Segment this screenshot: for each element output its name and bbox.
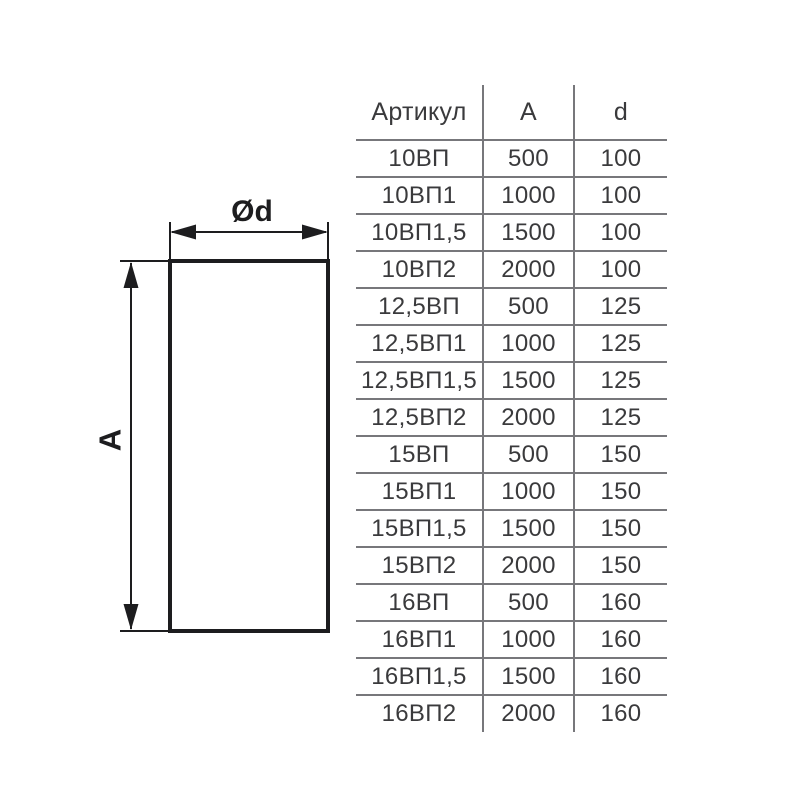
table-row [356, 547, 667, 584]
table-row [356, 399, 667, 436]
article-cell: 10ВП [356, 140, 483, 177]
table-row [356, 658, 667, 695]
article-cell: 16ВП [356, 584, 483, 621]
table-row [356, 584, 667, 621]
d-value-cell: 125 [574, 325, 667, 362]
article-cell: 12,5ВП2 [356, 399, 483, 436]
table-row [356, 436, 667, 473]
article-cell: 15ВП [356, 436, 483, 473]
spec-table [356, 85, 667, 732]
a-value-cell: 1000 [483, 325, 574, 362]
d-value-cell: 150 [574, 473, 667, 510]
product-body-rect [170, 261, 328, 631]
a-value-cell: 1500 [483, 510, 574, 547]
table-row [356, 214, 667, 251]
table-row [356, 510, 667, 547]
table-row [356, 695, 667, 732]
a-value-cell: 1500 [483, 362, 574, 399]
arrowhead-left-icon [170, 225, 196, 240]
a-value-cell: 1500 [483, 214, 574, 251]
table-row [356, 621, 667, 658]
arrowhead-down-icon [124, 604, 139, 630]
column-header-d: d [574, 85, 667, 140]
article-cell: 16ВП1 [356, 621, 483, 658]
column-header-a: A [483, 85, 574, 140]
a-value-cell: 500 [483, 584, 574, 621]
a-value-cell: 1000 [483, 177, 574, 214]
a-value-cell: 2000 [483, 251, 574, 288]
d-value-cell: 125 [574, 362, 667, 399]
article-cell: 10ВП1,5 [356, 214, 483, 251]
d-value-cell: 100 [574, 251, 667, 288]
a-value-cell: 500 [483, 436, 574, 473]
column-header-article: Артикул [356, 85, 483, 140]
a-value-cell: 2000 [483, 399, 574, 436]
table-row [356, 251, 667, 288]
a-value-cell: 1000 [483, 621, 574, 658]
table-row [356, 288, 667, 325]
table-header-row [356, 85, 667, 140]
d-value-cell: 125 [574, 288, 667, 325]
d-value-cell: 150 [574, 547, 667, 584]
table-row [356, 177, 667, 214]
a-value-cell: 500 [483, 288, 574, 325]
d-value-cell: 100 [574, 177, 667, 214]
article-cell: 15ВП1 [356, 473, 483, 510]
a-value-cell: 2000 [483, 695, 574, 732]
article-cell: 10ВП2 [356, 251, 483, 288]
d-value-cell: 100 [574, 214, 667, 251]
article-cell: 16ВП1,5 [356, 658, 483, 695]
d-value-cell: 160 [574, 658, 667, 695]
a-value-cell: 500 [483, 140, 574, 177]
article-cell: 12,5ВП1,5 [356, 362, 483, 399]
article-cell: 15ВП2 [356, 547, 483, 584]
a-value-cell: 2000 [483, 547, 574, 584]
table-row [356, 362, 667, 399]
length-label: A [92, 428, 128, 452]
d-value-cell: 160 [600, 700, 642, 727]
article-cell: 16ВП2 [381, 700, 457, 727]
d-value-cell: 160 [574, 621, 667, 658]
article-cell: 10ВП1 [356, 177, 483, 214]
d-value-cell: 160 [574, 584, 667, 621]
d-value-cell: 150 [574, 436, 667, 473]
diameter-dimension [170, 195, 328, 259]
a-value-cell: 1000 [483, 473, 574, 510]
length-dimension [93, 261, 169, 631]
d-value-cell: 100 [574, 140, 667, 177]
table-row [356, 473, 667, 510]
table-row [356, 140, 667, 177]
arrowhead-up-icon [124, 262, 139, 288]
a-value-cell: 1500 [483, 658, 574, 695]
article-cell: 12,5ВП1 [356, 325, 483, 362]
d-value-cell: 125 [574, 399, 667, 436]
arrowhead-right-icon [302, 225, 328, 240]
article-cell: 12,5ВП [356, 288, 483, 325]
article-cell: 15ВП1,5 [356, 510, 483, 547]
diameter-label: Ød [231, 195, 273, 228]
d-value-cell: 150 [574, 510, 667, 547]
table-row [356, 325, 667, 362]
